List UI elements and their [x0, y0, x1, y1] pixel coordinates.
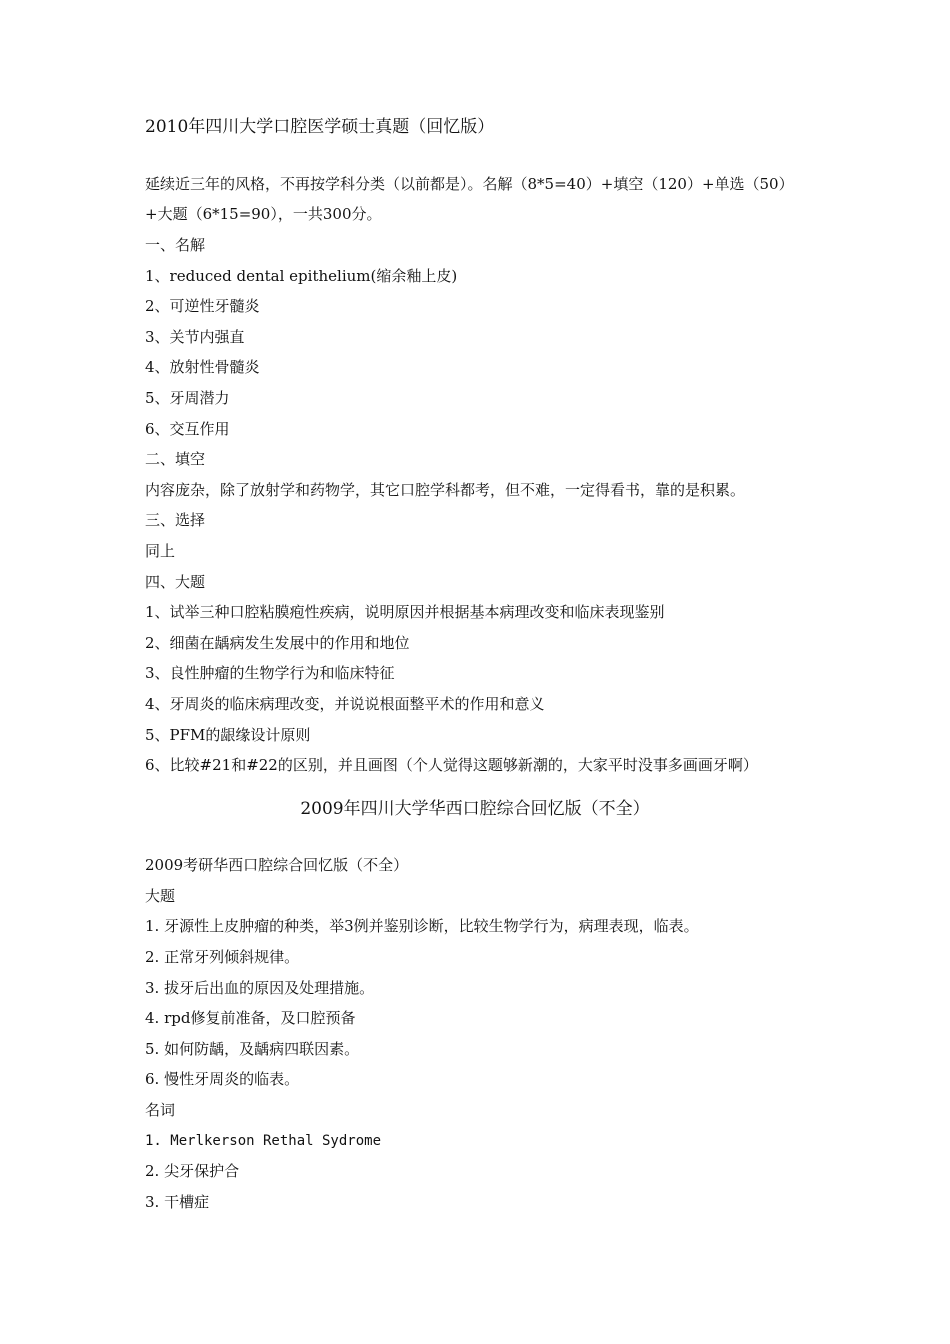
section2-heading-dati: 大题 — [145, 887, 176, 905]
section2-dati-item-6: 6. 慢性牙周炎的临表。 — [145, 1070, 300, 1088]
mingjie-item-1: 1、reduced dental epithelium(缩余釉上皮) — [145, 267, 458, 285]
mingci-item-3: 3. 干槽症 — [145, 1193, 210, 1211]
mingjie-item-6: 6、交互作用 — [145, 420, 230, 438]
section2-dati-item-4: 4. rpd修复前准备，及口腔预备 — [145, 1009, 356, 1027]
section2-heading-mingci: 名词 — [145, 1101, 176, 1119]
mingjie-item-4: 4、放射性骨髓炎 — [145, 358, 260, 376]
section1-heading-tiankong: 二、填空 — [145, 450, 206, 468]
section1-intro-line2: +大题（6*15=90），一共300分。 — [145, 205, 382, 223]
dati-item-6: 6、比较#21和#22的区别，并且画图（个人觉得这题够新潮的，大家平时没事多画画牙啊） — [145, 756, 758, 774]
section1-title: 2010年四川大学口腔医学硕士真题（回忆版） — [145, 117, 495, 137]
section1-intro-line1: 延续近三年的风格，不再按学科分类（以前都是）。名解（8*5=40）+填空（120）+单选（50） — [145, 175, 794, 193]
xuanze-text: 同上 — [145, 542, 176, 560]
section2-dati-item-2: 2. 正常牙列倾斜规律。 — [145, 948, 300, 966]
dati-item-2: 2、细菌在龋病发生发展中的作用和地位 — [145, 634, 410, 652]
dati-item-1: 1、试举三种口腔粘膜疱性疾病，说明原因并根据基本病理改变和临床表现鉴别 — [145, 603, 665, 621]
section2-title: 2009年四川大学华西口腔综合回忆版（不全） — [300, 799, 650, 819]
section1-heading-dati: 四、大题 — [145, 573, 206, 591]
section1-heading-xuanze: 三、选择 — [145, 511, 206, 529]
mingjie-item-5: 5、牙周潜力 — [145, 389, 230, 407]
section2-dati-item-1: 1. 牙源性上皮肿瘤的种类，举3例并鉴别诊断，比较生物学行为，病理表现，临表。 — [145, 917, 699, 935]
section2-subtitle: 2009考研华西口腔综合回忆版（不全） — [145, 856, 409, 874]
mingjie-item-2: 2、可逆性牙髓炎 — [145, 297, 260, 315]
dati-item-3: 3、良性肿瘤的生物学行为和临床特征 — [145, 664, 395, 682]
mingci-item-1: 1. Merlkerson Rethal Sydrome — [145, 1133, 382, 1149]
section2-dati-item-3: 3. 拔牙后出血的原因及处理措施。 — [145, 979, 375, 997]
tiankong-text: 内容庞杂，除了放射学和药物学，其它口腔学科都考，但不难，一定得看书，靠的是积累。 — [145, 481, 746, 499]
section2-dati-item-5: 5. 如何防龋，及龋病四联因素。 — [145, 1040, 360, 1058]
dati-item-4: 4、牙周炎的临床病理改变，并说说根面整平术的作用和意义 — [145, 695, 545, 713]
dati-item-5: 5、PFM的龈缘设计原则 — [145, 726, 311, 744]
mingjie-item-3: 3、关节内强直 — [145, 328, 245, 346]
section1-heading-mingjie: 一、名解 — [145, 236, 206, 254]
mingci-item-2: 2. 尖牙保护合 — [145, 1162, 240, 1180]
